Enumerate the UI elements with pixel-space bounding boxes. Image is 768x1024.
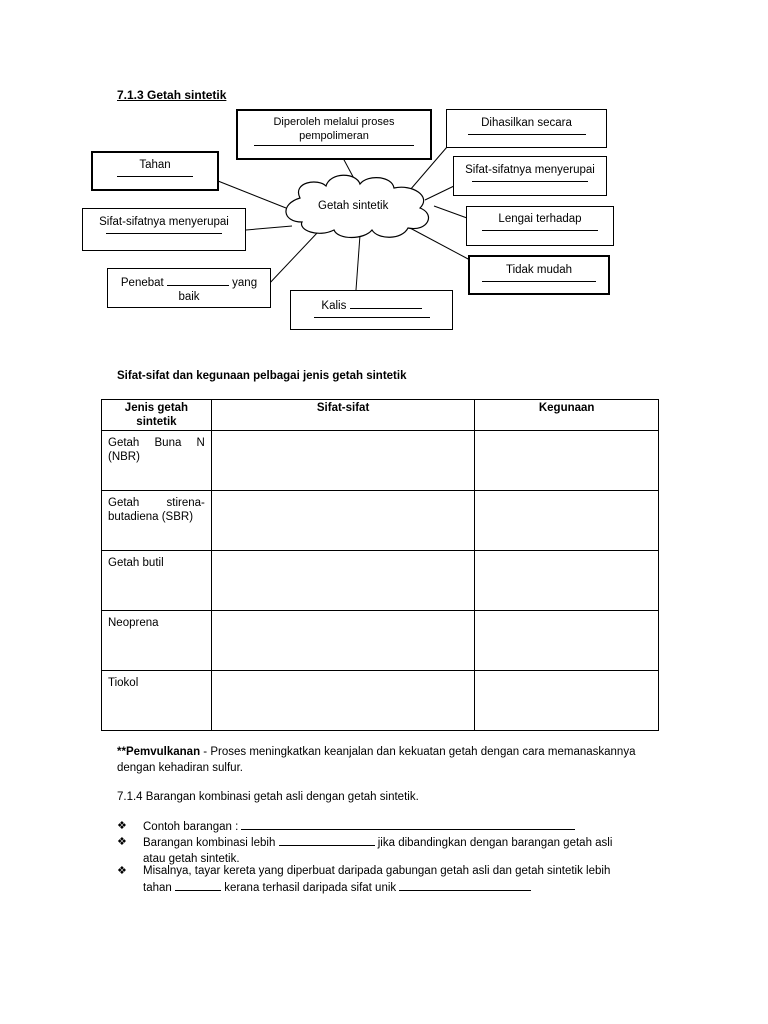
bullet-misalnya-text-b: tahan — [143, 882, 172, 894]
box-penebat-text-b: yang — [232, 277, 258, 289]
blank-line — [175, 879, 221, 891]
table-row — [102, 431, 659, 491]
row-name-cell — [102, 671, 212, 731]
box-kalis-text: Kalis — [321, 300, 347, 312]
blank-line — [106, 233, 222, 234]
bullet-misalnya-text-c: kerana terhasil daripada sifat unik — [224, 882, 397, 894]
connector-sifat-kanan — [425, 186, 454, 200]
blank-line — [279, 834, 375, 846]
box-lengai — [466, 206, 614, 246]
row-name-cell — [102, 551, 212, 611]
blank-line — [472, 181, 588, 182]
blank-line — [241, 818, 575, 830]
row-name-line1: Tiokol — [108, 677, 139, 689]
table-row — [102, 611, 659, 671]
row-name-line1: Getah butil — [108, 557, 164, 569]
kegunaan-cell[interactable] — [475, 611, 659, 671]
blank-line — [254, 145, 414, 146]
box-sifat-kanan — [453, 156, 607, 196]
kegunaan-cell[interactable] — [475, 671, 659, 731]
connector-kalis — [356, 235, 360, 290]
box-sifat-kiri — [82, 208, 246, 251]
kegunaan-cell[interactable] — [475, 551, 659, 611]
row-name-line2: butadiena (SBR) — [108, 511, 194, 523]
properties-table — [101, 399, 659, 731]
connector-sifat-kiri — [246, 226, 292, 230]
kegunaan-cell[interactable] — [475, 431, 659, 491]
box-dihasilkan — [446, 109, 607, 148]
bullet-contoh-text: Contoh barangan : — [143, 821, 239, 833]
box-lengai-text: Lengai terhadap — [498, 213, 582, 225]
connector-lengai — [434, 206, 467, 218]
box-diperoleh — [236, 109, 432, 160]
diamond-bullet-icon: ❖ — [117, 820, 127, 832]
box-tidak-mudah-text: Tidak mudah — [505, 264, 573, 276]
row-name-line1: Getah stirena- — [108, 497, 205, 509]
section-title-getah-sintetik: 7.1.3 Getah sintetik — [117, 88, 227, 102]
box-penebat-text-a: Penebat — [120, 277, 164, 289]
sifat-cell[interactable] — [211, 551, 474, 611]
bullet-misalnya — [117, 863, 657, 895]
sifat-cell[interactable] — [211, 671, 474, 731]
table-row — [102, 491, 659, 551]
box-penebat-text-c: baik — [178, 291, 200, 303]
connector-penebat — [267, 232, 318, 286]
blank-line — [482, 230, 598, 231]
row-name-line1: Neoprena — [108, 617, 159, 629]
table-row — [102, 671, 659, 731]
box-penebat — [107, 268, 271, 308]
box-sifat-kanan-text: Sifat-sifatnya menyerupai — [465, 164, 595, 176]
header-kegunaan: Kegunaan — [475, 400, 659, 431]
row-name-cell — [102, 611, 212, 671]
bullet-barangan-text-a: Barangan kombinasi lebih — [143, 837, 276, 849]
box-tahan — [91, 151, 219, 191]
table-header-row — [102, 400, 659, 431]
blank-line — [468, 134, 586, 135]
box-kalis — [290, 290, 453, 330]
table-heading: Sifat-sifat dan kegunaan pelbagai jenis getah sintetik — [117, 370, 407, 382]
box-tahan-text: Tahan — [139, 159, 171, 171]
bullet-barangan-text-b: jika dibandingkan dengan barangan getah asli — [377, 837, 613, 849]
pemvulkanan-text: - Proses meningkatkan keanjalan dan kekuatan getah dengan cara memanaskannya dengan kehadiran sulfur. — [117, 746, 636, 774]
pemvulkanan-term: **Pemvulkanan — [117, 746, 201, 758]
blank-line — [399, 879, 531, 891]
header-sifat: Sifat-sifat — [211, 400, 474, 431]
diamond-bullet-icon: ❖ — [117, 836, 127, 848]
blank-line — [117, 176, 193, 177]
blank-line — [482, 281, 596, 282]
bullet-barangan-text-c: atau getah sintetik. — [143, 853, 240, 865]
connector-tidak-mudah — [410, 228, 470, 260]
table-row — [102, 551, 659, 611]
box-diperoleh-text: Diperoleh melalui proses pempolimeran — [273, 116, 395, 142]
box-dihasilkan-text: Dihasilkan secara — [481, 117, 572, 129]
kegunaan-cell[interactable] — [475, 491, 659, 551]
sifat-cell[interactable] — [211, 431, 474, 491]
header-jenis: Jenis getah sintetik — [102, 400, 212, 431]
cloud-center-label: Getah sintetik — [318, 200, 389, 212]
section-title-kombinasi: 7.1.4 Barangan kombinasi getah asli dengan getah sintetik. — [117, 791, 419, 803]
bullet-misalnya-text-a: Misalnya, tayar kereta yang diperbuat daripada gabungan getah asli dan getah sintetik lebih — [143, 865, 611, 877]
sifat-cell[interactable] — [211, 491, 474, 551]
blank-line — [314, 317, 430, 318]
blank-line — [350, 297, 422, 309]
box-tidak-mudah — [468, 255, 610, 295]
row-name-line2: (NBR) — [108, 451, 140, 463]
box-sifat-kiri-text: Sifat-sifatnya menyerupai — [99, 216, 229, 228]
connector-tahan — [218, 181, 286, 208]
row-name-cell — [102, 431, 212, 491]
bullet-barangan — [117, 834, 657, 866]
row-name-cell — [102, 491, 212, 551]
sifat-cell[interactable] — [211, 611, 474, 671]
pemvulkanan-paragraph — [117, 744, 652, 776]
bullet-contoh — [117, 818, 657, 834]
blank-line — [167, 274, 229, 286]
diamond-bullet-icon: ❖ — [117, 865, 127, 877]
row-name-line1: Getah Buna N — [108, 437, 205, 449]
